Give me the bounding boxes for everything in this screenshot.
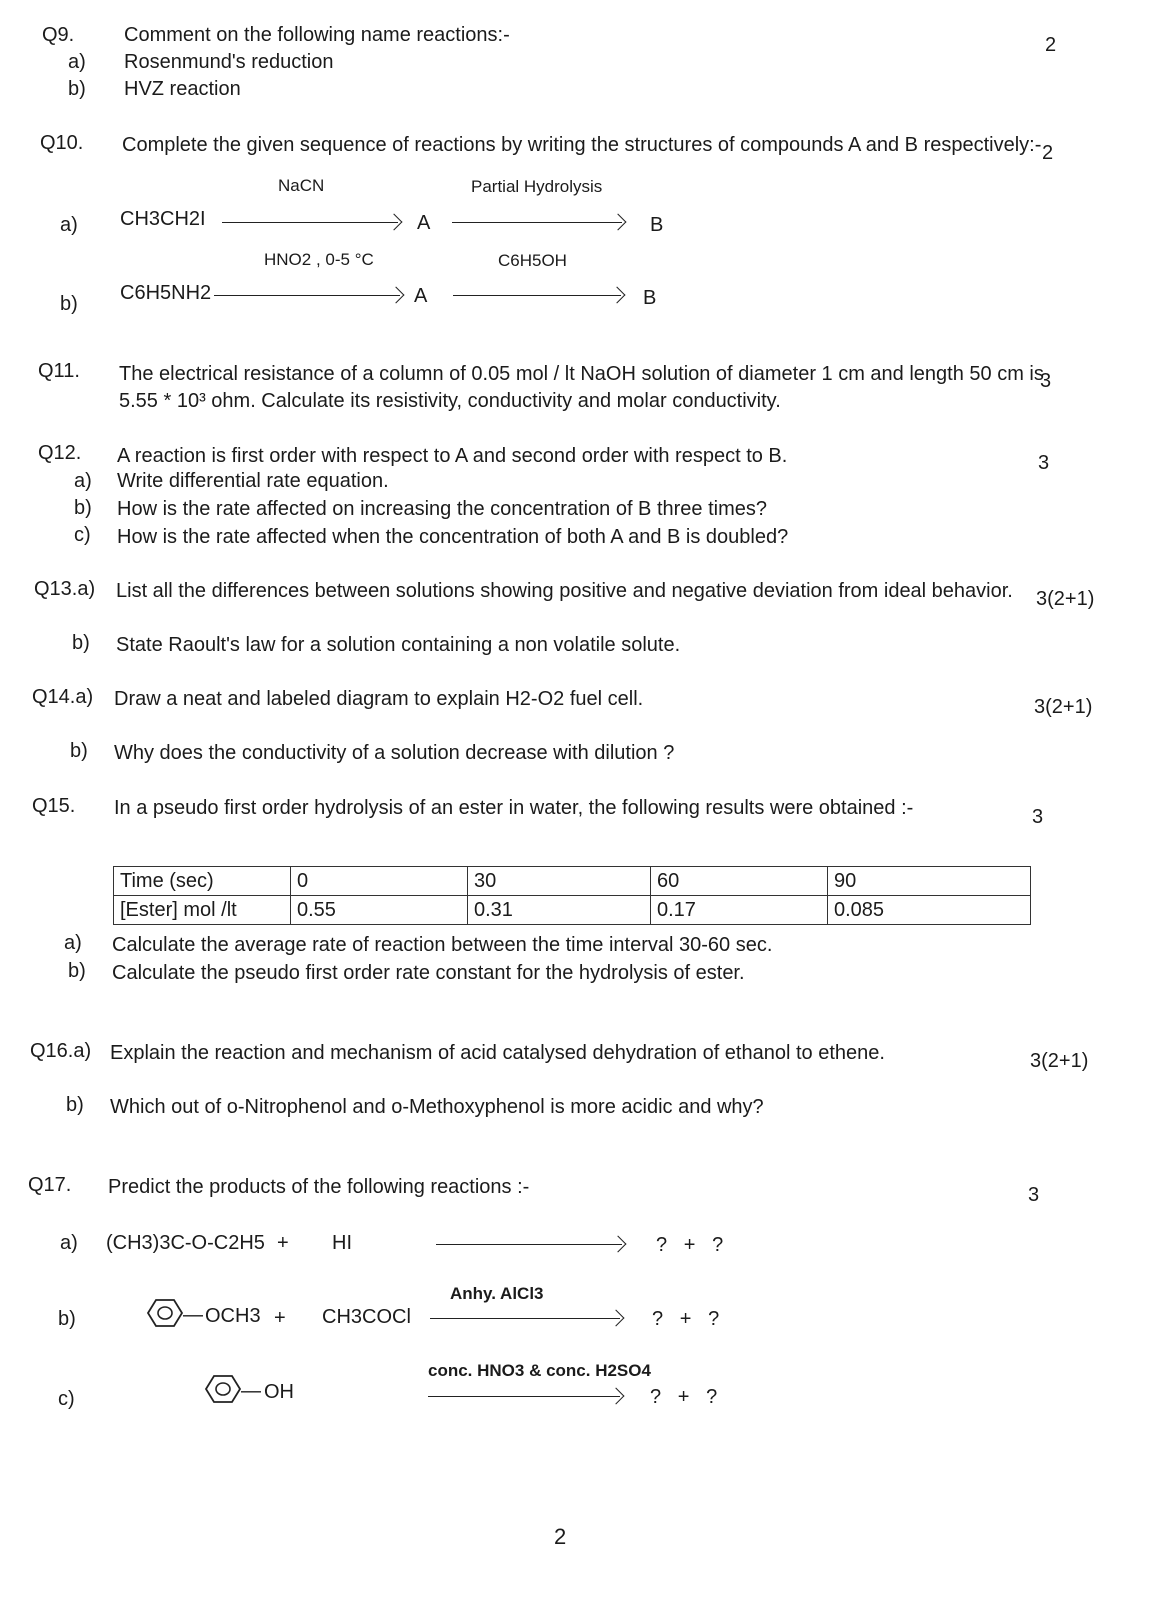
q17-c-substituent: OH	[264, 1381, 294, 1403]
q17-c-reagent: conc. HNO3 & conc. H2SO4	[428, 1361, 651, 1380]
q16-a-text: Explain the reaction and mechanism of acid catalysed dehydration of ethanol to ethene.	[110, 1042, 885, 1064]
q17-c-label: c)	[58, 1388, 75, 1410]
q10-a-reactant: CH3CH2I	[120, 208, 206, 230]
q17-b-bond: —	[183, 1304, 203, 1326]
q11-line2: 5.55 * 10³ ohm. Calculate its resistivity, conductivity and molar conductivity.	[119, 390, 781, 412]
q15-a-label: a)	[64, 932, 82, 954]
q10-text: Complete the given sequence of reactions by writing the structures of compounds A and B respectively:-	[122, 134, 1042, 156]
table-cell: 0	[291, 867, 468, 896]
q17-marks: 3	[1028, 1184, 1040, 1206]
q12-b-text: How is the rate affected on increasing the concentration of B three times?	[117, 498, 767, 520]
q11-line1: The electrical resistance of a column of 0.05 mol / lt NaOH solution of diameter 1 cm and length 50 cm is	[119, 363, 1044, 385]
page-number: 2	[554, 1524, 567, 1549]
q16-b-text: Which out of o-Nitrophenol and o-Methoxyphenol is more acidic and why?	[110, 1096, 764, 1118]
q10-b-arrow1	[214, 295, 400, 296]
q15-b-text: Calculate the pseudo first order rate constant for the hydrolysis of ester.	[112, 962, 745, 984]
q15-number: Q15.	[32, 795, 76, 817]
q11-marks: 3	[1040, 370, 1052, 392]
q10-a-arrow1	[222, 222, 398, 223]
q17-a-products: ? + ?	[656, 1234, 724, 1256]
table-cell: [Ester] mol /lt	[114, 896, 291, 925]
q10-marks: 2	[1042, 142, 1054, 164]
q14-b-text: Why does the conductivity of a solution decrease with dilution ?	[114, 742, 675, 764]
q17-b-products: ? + ?	[652, 1308, 720, 1330]
q10-b-arrow2	[453, 295, 621, 296]
q10-b-label: b)	[60, 293, 78, 315]
q17-b-reactant2: CH3COCl	[322, 1306, 411, 1328]
q17-b-arrow	[430, 1318, 620, 1319]
q17-a-arrow	[436, 1244, 622, 1245]
q15-b-label: b)	[68, 960, 86, 982]
q13-marks: 3(2+1)	[1036, 588, 1095, 610]
table-cell: 0.55	[291, 896, 468, 925]
q15-marks: 3	[1032, 806, 1044, 828]
q9-marks: 2	[1045, 34, 1057, 56]
q10-b-product-b: B	[643, 287, 657, 309]
q12-marks: 3	[1038, 452, 1050, 474]
q14-number: Q14.a)	[32, 686, 94, 708]
table-row	[114, 896, 1031, 925]
q9-b-label: b)	[68, 78, 86, 100]
q12-a-text: Write differential rate equation.	[117, 470, 389, 492]
q10-a-product-b: B	[650, 214, 664, 236]
q17-number: Q17.	[28, 1174, 72, 1196]
q16-number: Q16.a)	[30, 1040, 92, 1062]
q9-text: Comment on the following name reactions:-	[124, 24, 510, 46]
q9-b-text: HVZ reaction	[124, 78, 241, 100]
q10-a-reagent2: Partial Hydrolysis	[471, 177, 603, 196]
q10-a-label: a)	[60, 214, 78, 236]
q15-text: In a pseudo first order hydrolysis of an ester in water, the following results were obtained :-	[114, 797, 914, 819]
table-row	[114, 867, 1031, 896]
q17-c-arrow	[428, 1396, 620, 1397]
table-cell: 0.31	[468, 896, 651, 925]
q12-b-label: b)	[74, 497, 92, 519]
q17-b-reagent: Anhy. AlCl3	[450, 1284, 544, 1303]
q17-a-plus: +	[277, 1232, 289, 1254]
q17-b-substituent: OCH3	[205, 1305, 261, 1327]
q10-a-product-a: A	[417, 212, 431, 234]
q13-b-text: State Raoult's law for a solution containing a non volatile solute.	[116, 634, 681, 656]
table-cell: 0.085	[828, 896, 1031, 925]
ester-data-table	[113, 866, 1031, 925]
q13-b-label: b)	[72, 632, 90, 654]
q10-number: Q10.	[40, 132, 84, 154]
q12-number: Q12.	[38, 442, 82, 464]
q9-a-text: Rosenmund's reduction	[124, 51, 334, 73]
q17-c-products: ? + ?	[650, 1386, 718, 1408]
q9-number: Q9.	[42, 24, 75, 46]
q12-a-label: a)	[74, 470, 92, 492]
q11-number: Q11.	[38, 360, 80, 382]
q9-a-label: a)	[68, 51, 86, 73]
q17-c-bond: —	[241, 1380, 261, 1402]
q14-b-label: b)	[70, 740, 88, 762]
q15-a-text: Calculate the average rate of reaction between the time interval 30-60 sec.	[112, 934, 773, 956]
q16-marks: 3(2+1)	[1030, 1050, 1089, 1072]
q17-a-reactant1: (CH3)3C-O-C2H5	[106, 1232, 265, 1254]
q13-a-text: List all the differences between solutions showing positive and negative deviation from ideal behavior.	[116, 580, 1013, 602]
q17-text: Predict the products of the following reactions :-	[108, 1176, 530, 1198]
q17-b-label: b)	[58, 1308, 76, 1330]
q16-b-label: b)	[66, 1094, 84, 1116]
table-cell: 0.17	[651, 896, 828, 925]
q10-b-reactant: C6H5NH2	[120, 282, 212, 304]
q12-c-label: c)	[74, 524, 91, 546]
q14-a-text: Draw a neat and labeled diagram to explain H2-O2 fuel cell.	[114, 688, 644, 710]
q10-b-product-a: A	[414, 285, 428, 307]
q10-a-arrow2	[452, 222, 622, 223]
q13-number: Q13.a)	[34, 578, 96, 600]
table-cell: 30	[468, 867, 651, 896]
q12-text: A reaction is first order with respect to A and second order with respect to B.	[117, 445, 788, 467]
table-cell: Time (sec)	[114, 867, 291, 896]
q17-a-label: a)	[60, 1232, 78, 1254]
q17-a-reactant2: HI	[332, 1232, 352, 1254]
q10-b-reagent2: C6H5OH	[498, 251, 567, 270]
q17-b-plus: +	[274, 1307, 286, 1329]
q14-marks: 3(2+1)	[1034, 696, 1093, 718]
q12-c-text: How is the rate affected when the concentration of both A and B is doubled?	[117, 526, 789, 548]
table-cell: 60	[651, 867, 828, 896]
q10-b-reagent1: HNO2 , 0-5 °C	[264, 250, 374, 269]
table-cell: 90	[828, 867, 1031, 896]
q10-a-reagent1: NaCN	[278, 176, 325, 195]
